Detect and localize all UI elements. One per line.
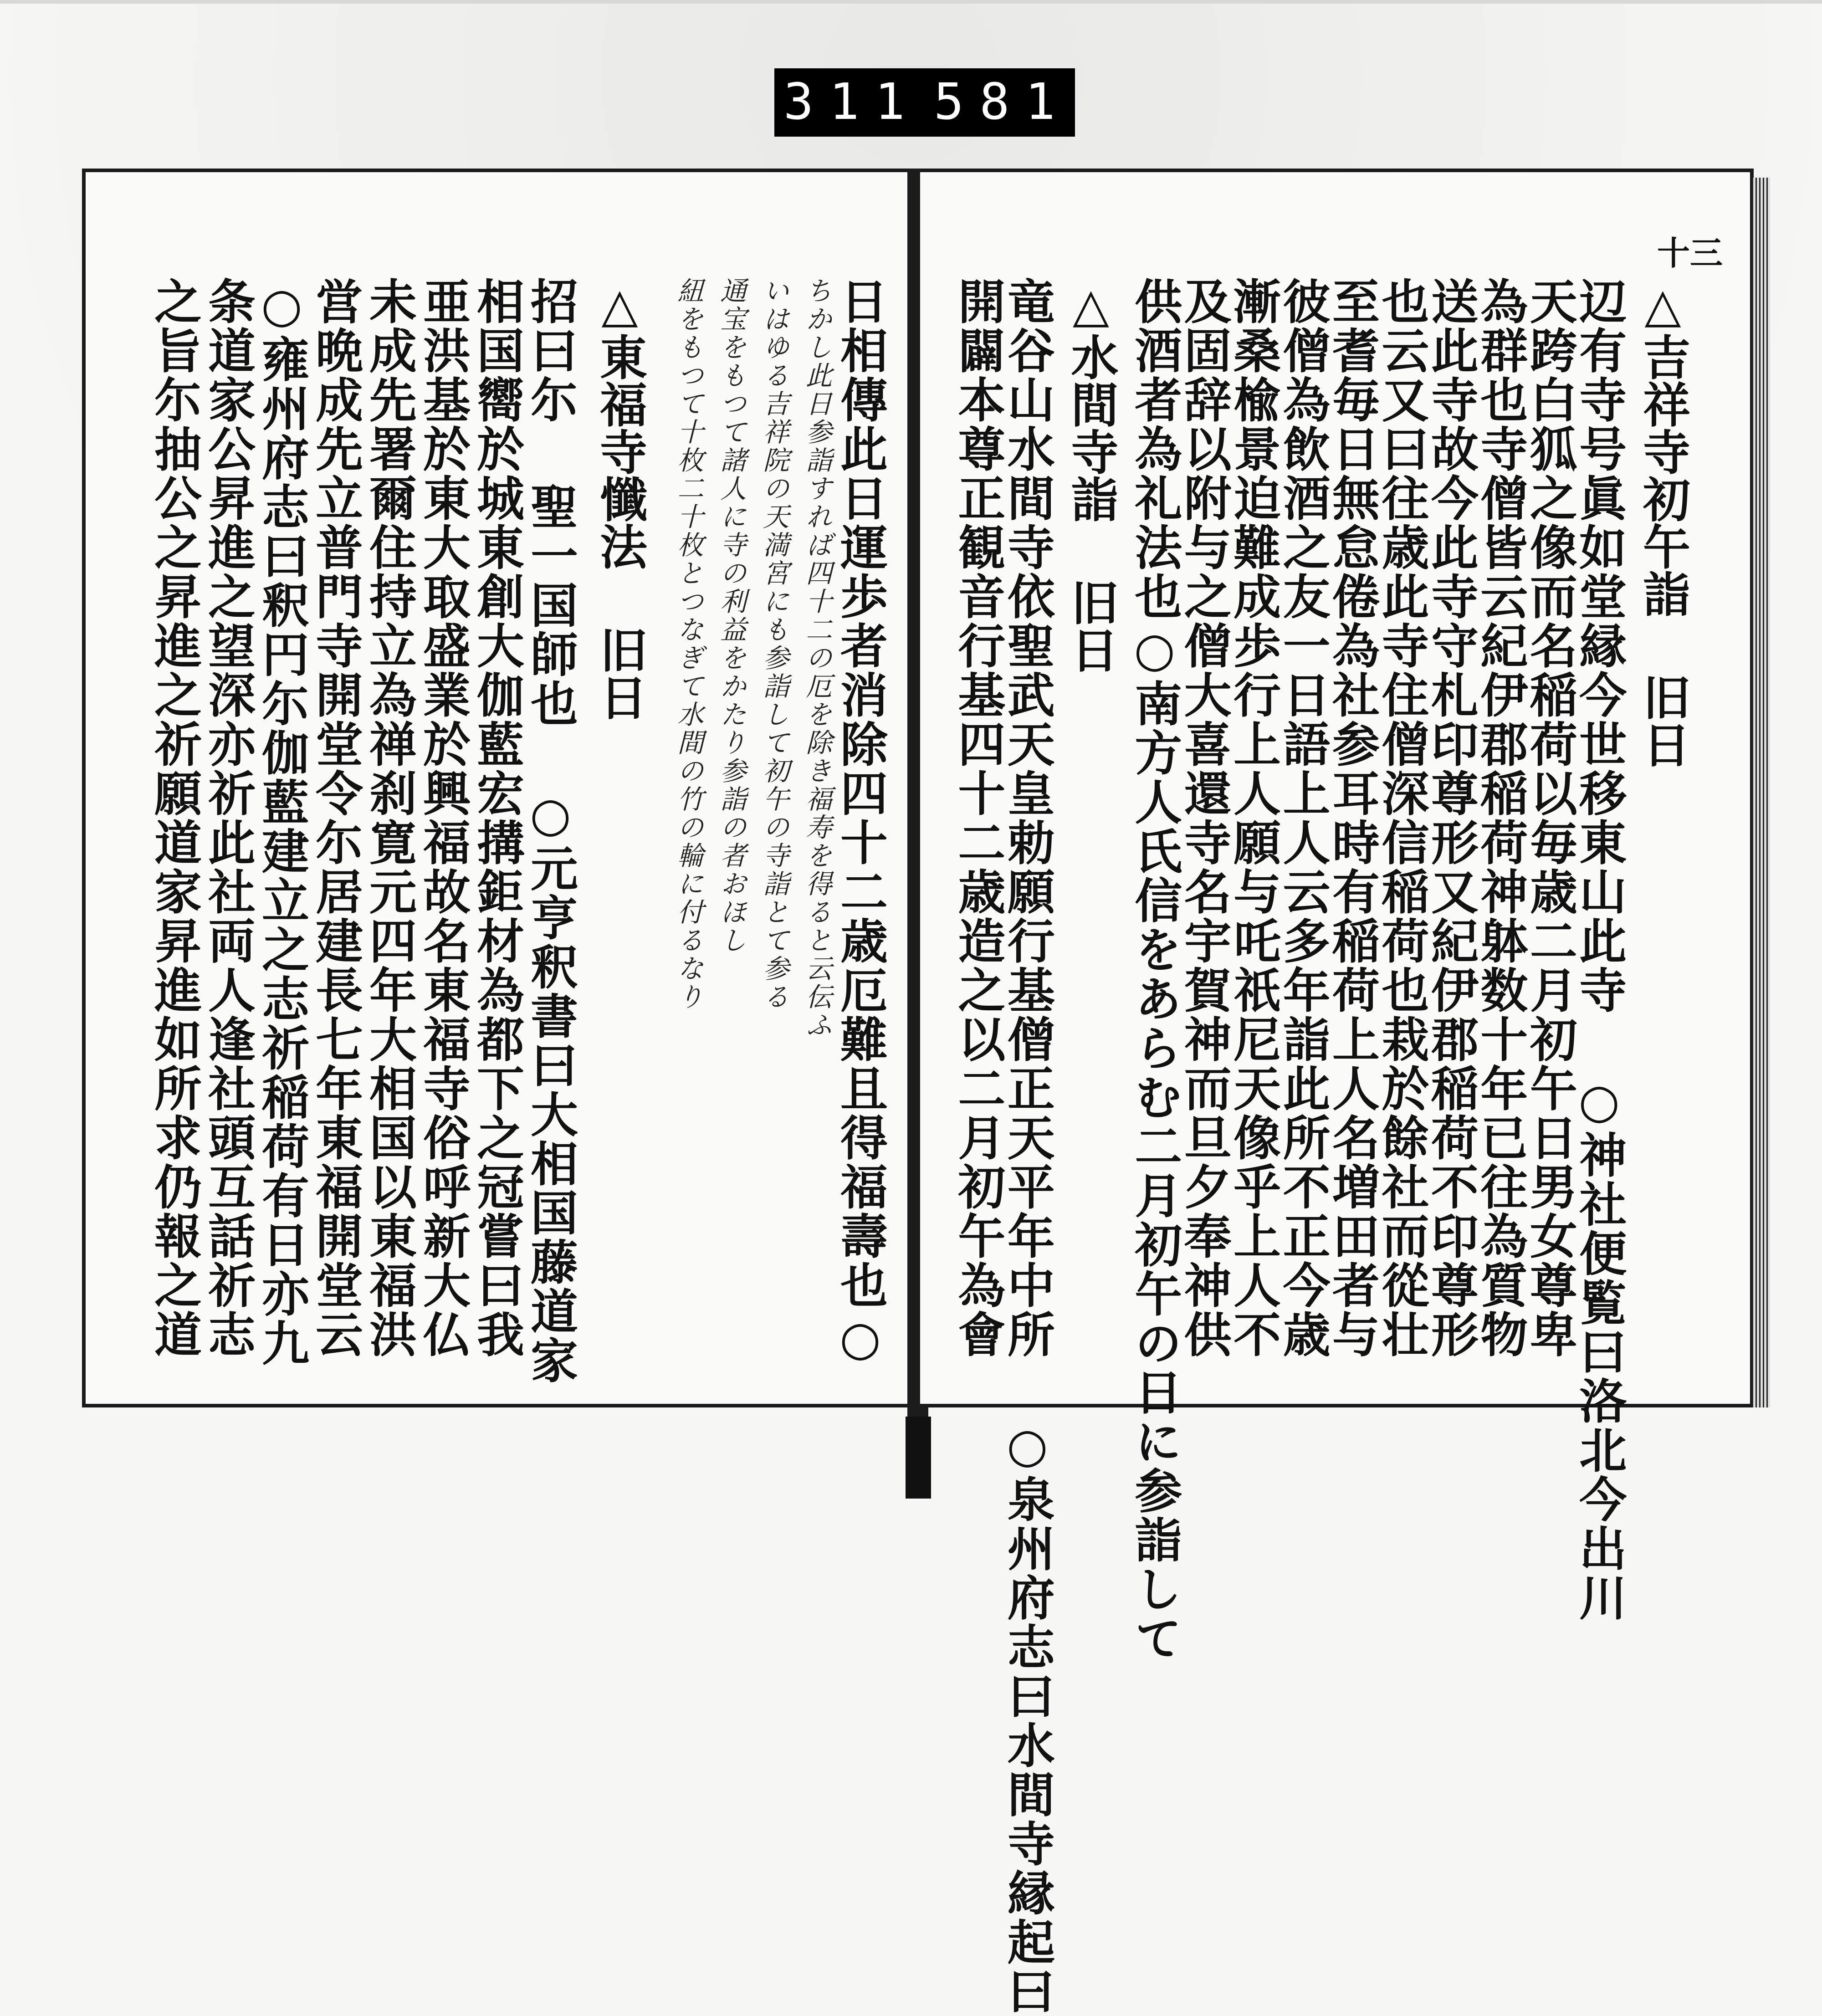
text-column: ○雍州府志曰釈円尓伽藍建立之志祈稲荷有日亦九 — [254, 277, 310, 1368]
text-column: 亜洪基於東大取盛業於興福故名東福寺俗呼新大仏 — [415, 277, 471, 1359]
text-column: 彼僧為飲酒之友一日語上人云多年詣此所不正今歳 — [1274, 277, 1331, 1359]
handwritten-annotation-line: 紐をもつて十枚二十枚とつなぎて水間の竹の輪に付るなり — [673, 277, 704, 1011]
section-heading: △水間寺詣 旧日 — [1063, 277, 1119, 673]
text-column: 漸桑楡景迫難成歩行上人願与吒祇尼天像乎上人不 — [1225, 277, 1282, 1359]
page-folio: 十三 — [1657, 234, 1723, 272]
text-column: 相国嚮於城東創大伽藍宏搆鉅材為都下之冠嘗曰我 — [469, 277, 525, 1359]
page-edges — [1752, 178, 1770, 1407]
text-column: 開闢本尊正観音行基四十二歳造之以二月初午為會 — [950, 277, 1006, 1359]
catalog-number-right: 581 — [934, 72, 1071, 131]
column-gap — [643, 277, 659, 1358]
handwritten-annotation-line: いはゆる吉祥院の天満宮にも参詣して初午の寺詣とて参る — [758, 277, 789, 1011]
right-page — [920, 169, 1754, 2016]
text-column: 之旨尓抽公之昇進之祈願道家昇進如所求仍報之道 — [146, 277, 202, 1359]
text-column: 条道家公昇進之望深亦祈此社両人逢社頭互話祈志 — [200, 277, 256, 1359]
text-column: 供酒者為礼法也○南方人氏信をあらむ二月初午の日に参詣して — [1126, 277, 1183, 1663]
right-page-text — [950, 277, 1691, 2016]
handwritten-annotation-line: 通宝をもつて諸人に寺の利益をかたり参詣の者おほし — [716, 277, 747, 955]
section-heading: △東福寺懺法 旧日 — [592, 277, 648, 721]
text-column: 営晩成先立普門寺開堂令尓居建長七年東福開堂云 — [307, 277, 363, 1359]
text-column: 天跨白狐之像而名稲荷以毎歳二月初午日男女尊卑 — [1521, 277, 1578, 1359]
text-column: 竜谷山水間寺依聖武天皇勅願行基僧正天平年中所 ○泉州府志曰水間寺縁起曰 — [999, 277, 1055, 2016]
handwritten-annotation-line: ちかし此日参詣すれば四十二の厄を除き福寿を得ると云伝ふ — [801, 277, 832, 1039]
text-column: 日相傳此日運歩者消除四十二歳厄難且得福壽也○ — [832, 277, 888, 1368]
text-column: 辺有寺号眞如堂縁今世移東山此寺 ○神社便覧曰洛北今出川 — [1571, 277, 1628, 1622]
scanner-edge — [0, 0, 1822, 4]
text-column: 未成先署爾住持立為禅刹寛元四年大相国以東福洪 — [361, 277, 417, 1359]
text-column: 送此寺故今此寺守札印尊形又紀伊郡稲荷不印尊形 — [1423, 277, 1479, 1359]
catalog-number-left: 311 — [783, 72, 921, 131]
catalog-label — [774, 68, 1075, 137]
column-gap — [574, 277, 589, 1358]
text-column: 為群也寺僧皆云紀伊郡稲荷神躰数十年已往為質物 — [1472, 277, 1529, 1359]
open-book — [82, 150, 1781, 2016]
text-column: 及固辞以附与之僧大喜還寺名宇賀神而旦夕奉神供 — [1176, 277, 1232, 1359]
left-page — [82, 169, 916, 1407]
section-heading: △吉祥寺初午詣 旧日 — [1635, 277, 1691, 768]
text-column: 招曰尓 聖一国師也 ○元亨釈書曰大相国藤道家 — [522, 277, 578, 1385]
left-page-text — [118, 277, 888, 1385]
text-column: 至耆毎日無怠倦為社参耳時有稲荷上人名増田者与 — [1324, 277, 1381, 1359]
book-spine-foot — [906, 1417, 931, 1499]
text-column: 也云又曰往歳此寺住僧深信稲荷也栽於餘社而從壮 — [1373, 277, 1430, 1359]
